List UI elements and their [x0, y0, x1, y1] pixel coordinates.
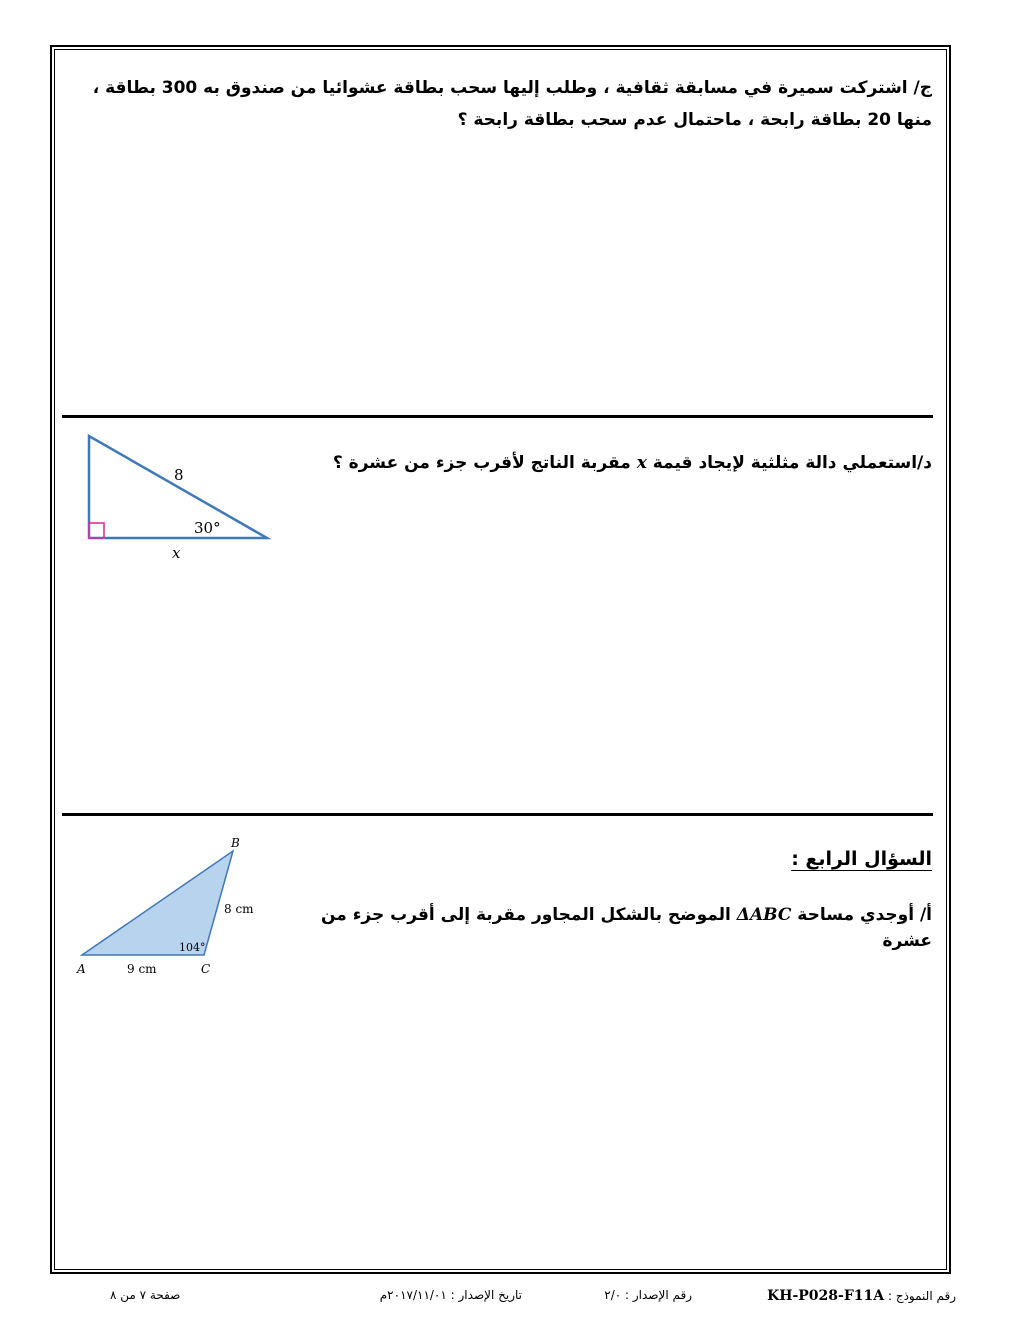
footer-date [380, 1288, 522, 1302]
vertex-c-label: C [201, 962, 211, 976]
footer-version-label: رقم الإصدار : [625, 1288, 692, 1302]
footer-date-value: ٢٠١٧/١١/٠١م [379, 1288, 447, 1302]
divider-2 [62, 813, 933, 816]
right-triangle-shape [89, 436, 267, 538]
footer-date-label: تاريخ الإصدار : [450, 1288, 522, 1302]
footer-page-number: صفحة ٧ من ٨ [110, 1288, 181, 1302]
obtuse-triangle-shape [82, 851, 233, 955]
question-d [332, 450, 932, 476]
angle-label: 30° [194, 519, 221, 537]
side-ac-label: 9 cm [127, 962, 157, 976]
divider-1 [62, 415, 933, 418]
question-c: ج/ اشتركت سميرة في مسابقة ثقافية ، وطلب إليها سحب بطاقة عشوائيا من صندوق به 300 بطاقة ، منها 20 بطاقة رابحة ، ماحتمال عدم سحب بطاقة رابحة ؟ [92, 78, 932, 130]
question-d-text-before: د/استعملي دالة مثلثية لإيجاد قيمة [652, 453, 932, 473]
hypotenuse-label: 8 [174, 466, 184, 484]
part-a-text-before: أ/ أوجدي مساحة [797, 905, 932, 925]
obtuse-triangle-figure [68, 830, 268, 990]
part-a-triangle-name: ΔABC [736, 905, 792, 925]
question-d-variable: x [636, 453, 647, 473]
angle-c-label: 104° [179, 941, 206, 954]
question-four-heading: السؤال الرابع : [791, 848, 932, 870]
part-a-text-after: الموضح بالشكل المجاور مقربة إلى أقرب جزء من عشرة [320, 905, 932, 951]
right-triangle-figure [78, 428, 278, 568]
footer-version-value: ٢/٠ [604, 1288, 622, 1302]
footer-model-code: KH-P028-F11A [767, 1288, 885, 1304]
footer-version [604, 1288, 692, 1302]
question-d-text-after: مقربة الناتج لأقرب جزء من عشرة ؟ [332, 453, 631, 473]
footer-model-label: رقم النموذج : [887, 1289, 956, 1303]
right-angle-marker [89, 523, 104, 538]
page-border [50, 45, 951, 1274]
base-label: x [172, 544, 181, 562]
footer-model [767, 1288, 956, 1304]
side-bc-label: 8 cm [224, 902, 254, 916]
vertex-b-label: B [231, 836, 240, 850]
vertex-a-label: A [77, 962, 86, 976]
question-four-part-a [292, 902, 932, 954]
